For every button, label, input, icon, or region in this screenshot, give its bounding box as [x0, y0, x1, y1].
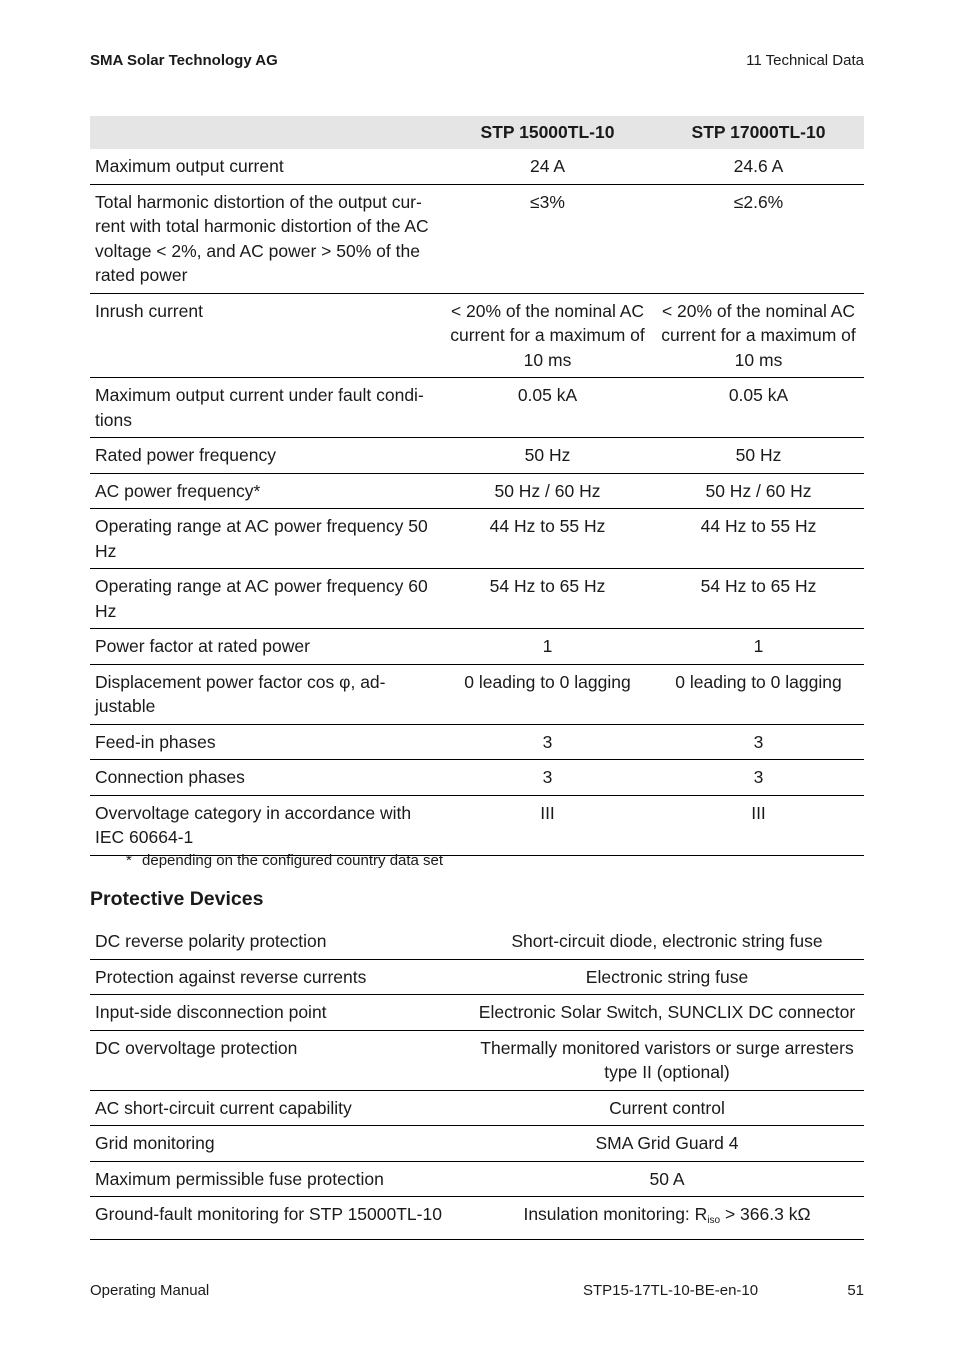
row-value-stp15000: III — [442, 795, 653, 855]
row-label: Inrush current — [90, 293, 442, 378]
row-value — [470, 1197, 864, 1240]
table-row — [90, 1090, 864, 1126]
value-suffix: > 366.3 kΩ — [720, 1204, 811, 1224]
row-value-stp15000: < 20% of the nominal AC current for a maximum of 10 ms — [442, 293, 653, 378]
row-label: AC power frequency* — [90, 473, 442, 509]
row-value-stp15000: 0 leading to 0 lagging — [442, 664, 653, 724]
protective-devices-table — [90, 924, 864, 1240]
row-label: Maximum permissible fuse protection — [90, 1161, 470, 1197]
row-value-stp17000: 1 — [653, 629, 864, 665]
company-name: SMA Solar Technology AG — [90, 52, 278, 69]
row-label: Grid monitoring — [90, 1126, 470, 1162]
row-value: Current control — [470, 1090, 864, 1126]
spec-table-header-row — [90, 116, 864, 149]
table-row — [90, 438, 864, 474]
table-row — [90, 509, 864, 569]
row-label: Maximum output current under fault condi-tions — [90, 378, 442, 438]
footer-manual-title: Operating Manual — [90, 1282, 210, 1299]
table-row — [90, 378, 864, 438]
value-prefix: Insulation monitoring: R — [523, 1204, 708, 1224]
row-label: Operating range at AC power frequency 60 Hz — [90, 569, 442, 629]
spec-header-empty — [90, 116, 442, 149]
footnote-text: depending on the configured country data set — [142, 852, 444, 869]
footnote-marker: * — [126, 852, 132, 869]
row-value: Electronic Solar Switch, SUNCLIX DC connector — [470, 995, 864, 1031]
row-value-stp17000: 0 leading to 0 lagging — [653, 664, 864, 724]
table-row — [90, 149, 864, 184]
row-value-stp17000: < 20% of the nominal AC current for a maximum of 10 ms — [653, 293, 864, 378]
row-value-stp17000: 3 — [653, 724, 864, 760]
section-title: 11 Technical Data — [746, 52, 864, 69]
row-label: Ground-fault monitoring for STP 15000TL-10 — [90, 1197, 470, 1240]
table-row — [90, 569, 864, 629]
row-value-stp17000: 3 — [653, 760, 864, 796]
row-value: Short-circuit diode, electronic string fuse — [470, 924, 864, 959]
row-value-stp15000: 0.05 kA — [442, 378, 653, 438]
row-value-stp15000: 50 Hz — [442, 438, 653, 474]
row-label: Input-side disconnection point — [90, 995, 470, 1031]
row-value-stp17000: 44 Hz to 55 Hz — [653, 509, 864, 569]
ac-output-spec-table — [90, 116, 864, 856]
row-value: Electronic string fuse — [470, 959, 864, 995]
row-label: Protection against reverse currents — [90, 959, 470, 995]
row-value-stp17000: 24.6 A — [653, 149, 864, 184]
table-row — [90, 1030, 864, 1090]
row-value-stp17000: 0.05 kA — [653, 378, 864, 438]
row-label: DC reverse polarity protection — [90, 924, 470, 959]
row-label: Connection phases — [90, 760, 442, 796]
table-row — [90, 724, 864, 760]
spec-header-stp15000: STP 15000TL-10 — [442, 116, 653, 149]
value-subscript: iso — [707, 1215, 721, 1226]
table-row — [90, 473, 864, 509]
row-label: Operating range at AC power frequency 50 Hz — [90, 509, 442, 569]
row-value-stp15000: 24 A — [442, 149, 653, 184]
table-row — [90, 995, 864, 1031]
table-row — [90, 959, 864, 995]
row-label: DC overvoltage protection — [90, 1030, 470, 1090]
row-value: 50 A — [470, 1161, 864, 1197]
row-label: Maximum output current — [90, 149, 442, 184]
page-number: 51 — [847, 1282, 864, 1299]
row-value-stp15000: 50 Hz / 60 Hz — [442, 473, 653, 509]
row-value-stp17000: 54 Hz to 65 Hz — [653, 569, 864, 629]
table-row — [90, 1197, 864, 1240]
row-value-stp15000: 54 Hz to 65 Hz — [442, 569, 653, 629]
row-value-stp15000: 1 — [442, 629, 653, 665]
row-value: SMA Grid Guard 4 — [470, 1126, 864, 1162]
row-value-stp17000: ≤2.6% — [653, 184, 864, 293]
row-value-stp15000: 3 — [442, 760, 653, 796]
table-row — [90, 1126, 864, 1162]
row-label: Overvoltage category in accordance with IEC 60664-1 — [90, 795, 442, 855]
row-label: AC short-circuit current capability — [90, 1090, 470, 1126]
row-label: Displacement power factor cos φ, ad-justable — [90, 664, 442, 724]
row-label: Rated power frequency — [90, 438, 442, 474]
table-row — [90, 795, 864, 855]
row-value-stp17000: 50 Hz — [653, 438, 864, 474]
row-value-stp15000: 3 — [442, 724, 653, 760]
table-row — [90, 1161, 864, 1197]
row-value-stp15000: ≤3% — [442, 184, 653, 293]
row-value-stp15000: 44 Hz to 55 Hz — [442, 509, 653, 569]
footer-document-id: STP15-17TL-10-BE-en-10 — [583, 1282, 759, 1299]
spec-header-stp17000: STP 17000TL-10 — [653, 116, 864, 149]
table-row — [90, 760, 864, 796]
row-value-stp17000: III — [653, 795, 864, 855]
table-row — [90, 293, 864, 378]
protective-devices-heading: Protective Devices — [90, 888, 264, 910]
row-label: Feed-in phases — [90, 724, 442, 760]
footnote — [126, 852, 443, 869]
row-value: Thermally monitored varistors or surge arresters type II (optional) — [470, 1030, 864, 1090]
row-label: Total harmonic distortion of the output cur-rent with total harmonic distortion of the AC voltage < 2%, and AC power > 50% of the rated power — [90, 184, 442, 293]
row-label: Power factor at rated power — [90, 629, 442, 665]
table-row — [90, 664, 864, 724]
table-row — [90, 924, 864, 959]
table-row — [90, 184, 864, 293]
row-value-stp17000: 50 Hz / 60 Hz — [653, 473, 864, 509]
table-row — [90, 629, 864, 665]
